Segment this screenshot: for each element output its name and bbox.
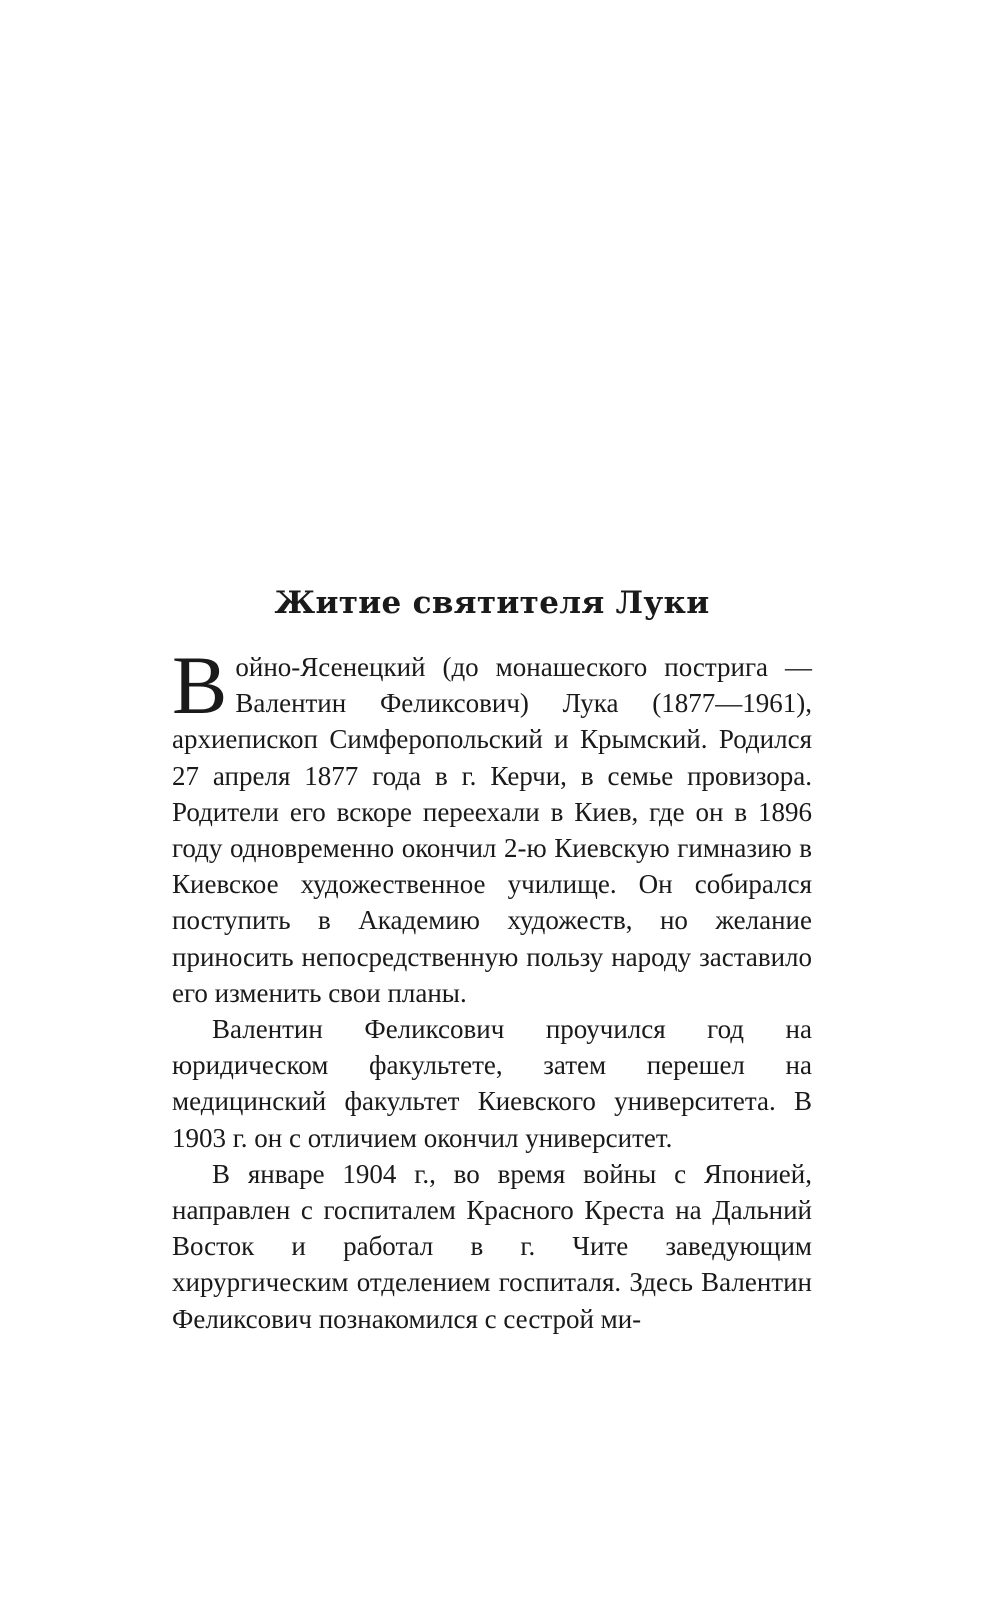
paragraph-2: Валентин Феликсович проучился год на юридическом факультете, затем перешел на медицинский факультет Киевского университета. В 1903 г. он с отличием окончил университет. [172,1014,812,1153]
paragraph-1 [172,639,812,1011]
drop-cap: В [172,639,228,731]
page-title: Житие святителя Луки [274,585,710,621]
paragraph-1-text: ойно-Ясенецкий (до монашеского пострига — Валентин Феликсович) Лука (1877—1961), архиепископ Симферопольский и Крымский. Родился 27 апреля 1877 года в г. Керчи, в семье провизора. Родители его вскоре переехали в Киев, где он в 1896 году одновременно окончил 2-ю Киевскую гимназию в Киевское художественное училище. Он собирался поступить в Академию художеств, но желание приносить непосредственную пользу народу заставило его изменить свои планы. [172,652,812,1008]
page-content [172,578,812,1337]
paragraph-3: В январе 1904 г., во время войны с Японией, направлен с госпиталем Красного Креста на Дальний Восток и работал в г. Чите заведующим хирургическим отделением госпиталя. Здесь Валентин Феликсович познакомился с сестрой ми- [172,1158,812,1334]
